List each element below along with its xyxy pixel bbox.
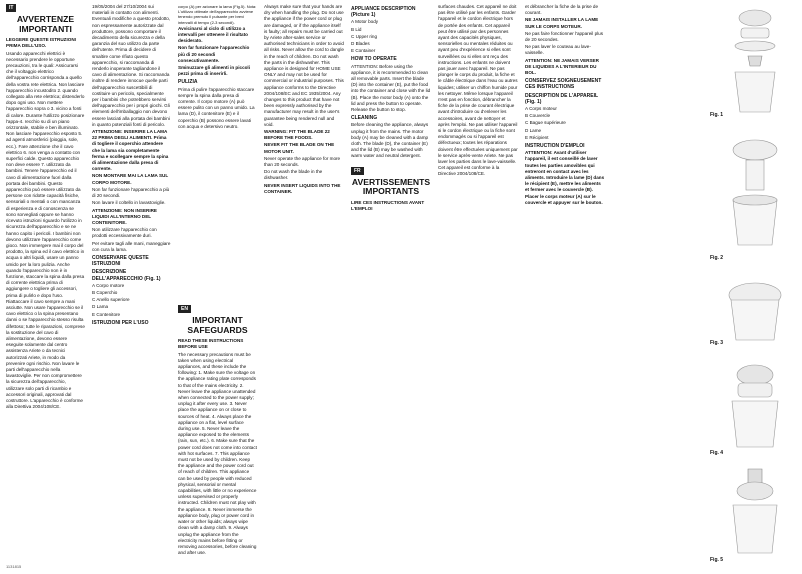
- pulizia-text: Prima di pulire l'apparecchio staccare sempre la spina dalla presa di corrente. Il corpo motore (A) può essere pulito con un panno umido. La lama (D), il contenitore (E) e il coperchio (B) possono essere lavati con acqua e detersivo neutro.: [178, 86, 255, 129]
- column-fr-2: [525, 4, 605, 569]
- chopper-press-illustration: [708, 465, 802, 569]
- figure-2: [708, 130, 802, 265]
- figure-1: [708, 4, 802, 124]
- how-en: ATTENTION: Before using the appliance, it is recommended to clean all removable parts. Insert the blade (D) into the container (E), put the food into the container and close with the lid (B). Place the motor body (A) onto the lid and press the button to operate. Release the button to stop.: [351, 63, 431, 113]
- figures-column: [708, 0, 802, 573]
- body-en-1: The necessary precautions must be taken when using electrical appliances, and these include the following: 1. Make sure the voltage on the appliance rating plate corresponds to that of the mains electricity. 2. Never leave the appliance unattended when connected to the power supply; unplug it after every use. 3. Never place the appliance on or close to sources of heat. 4. Always place the appliance on a flat, level surface during use. 5. Never leave the appliance exposed to the elements (rain, sun, etc.). 6. Make sure that the power cord does not come into contact with hot surfaces. 7. This appliance must not be used by children. Keep the appliance and the power cord out of reach of children. This appliance can be used by people with reduced physical, sensorial or mental capabilities, with little or no experience unless supervised or properly instructed. Children must not play with the appliance. 8. Never immerse the appliance body, plug or power cord in water or other liquids; always wipe clean with a damp cloth. 9. Always unplug the appliance from the electricity mains before fitting or removing accessories, before cleaning and after use.: [178, 351, 257, 556]
- note-it-2: NON MONTARE MAI LA LAMA SUL CORPO MOTORE.: [92, 173, 169, 185]
- note-it-4: Non lavare il coltello in lavastoviglie.: [92, 200, 166, 206]
- heading-use-fr: INSTRUCTION D'EMPLOI: [525, 143, 585, 150]
- subtitle-it: LEGGERE QUESTE ISTRUZIONI PRIMA DELL'USO.: [6, 37, 76, 49]
- lang-tag-it: IT: [6, 4, 16, 12]
- body-fr-1: surfaces chaudes. Cet appareil ne doit pas être utilisé par les enfants. Garder l'appareil et le cordon électrique hors de portée des enfants. Cet appareil peut être utilisé par des personnes ayant des capacités physiques, sensorielles ou mentales réduites ou ayant peu d'expérience si elles sont surveillées ou si elles ont reçu des instructions. Les enfants ne doivent pas jouer avec l'appareil. Ne pas plonger le corps du produit, la fiche et le câble électrique dans l'eau ou autres liquides; utiliser un chiffon humide pour les nettoyer. Même lorsque l'appareil n'est pas en fonction, débrancher la fiche de la prise de courant électrique avant d'introduire ou d'enlever les accessoires, avant de nettoyer et après l'emploi. Ne pas utiliser l'appareil si le cordon électrique ou la fiche sont endommagés ou si l'appareil est défectueux; toutes les réparations doivent être effectuées uniquement par le service après-vente Ariete. Ne pas laver les parties dans le lave-vaisselle. Cet appareil est conforme à la Directive 2004/108/CE.: [438, 4, 518, 177]
- page-code: 1131815: [6, 564, 22, 569]
- heading-desc-en: APPLIANCE DESCRIPTION (Picture 1): [351, 6, 416, 19]
- part-it-b: B Coperchio: [92, 289, 118, 295]
- bold-note-it-1: Avvicinarsi al ciclo di utilizzo a intervalli per ottenere il risultato desiderato.: [178, 25, 248, 44]
- note-fr-3: Ne pas laver le couteau au lave-vaisselle.: [525, 44, 591, 56]
- part-en-a: A Motor body: [351, 19, 379, 25]
- note-it-1: ATTENZIONE: INSERIRE LA LAMA 22 PRIMA DEGLI ALIMENTI. Prima di togliere il coperchio attendere che la lama sia completamente ferma e scollegare sempre la spina di alimentazione dalla presa di corrente.: [92, 129, 169, 172]
- body-it-1: Usando apparecchi elettrici è necessario prendere le opportune precauzioni, tra le quali: Assicurarsi che il voltaggio elettrico dell'apparecchio corrisponda a quello della vostra rete elettrica. Non lasciare l'apparecchio incustodito 2. quando collegato alla rete elettrica; distenderlo dopo ogni uso. Non mettere l'apparecchio sopra o 3. vicino a fonti di calore. Durante l'utilizzo posizionare l'appa-4. recchio su di un piano orizzontale, stabile e ben illuminato. Non lasciare l'apparecchio esposto 5. ad agenti atmosferici (pioggia, sole, ecc.). Fare attenzione che il cavo elettrico 6. non venga a contatto con superfici calde. Questo apparecchio non deve essere 7. utilizzato da bambini. Tenere l'apparecchio ed il cavo di alimentazione fuori dalla portata dei bambini. Questo apparecchio può essere utilizzato da persone con ridotte capacità fisiche, sensoriali o mentali o con mancanza di esperienza e di conoscenza se sono sorvegliati oppure se hanno ricevuto istruzioni riguardo l'utilizzo in sicurezza dell'apparecchio e se ne hanno capito i pericoli. I bambini non devono utilizzare l'apparecchio come gioco. Non immergere mai il corpo del prodotto, la spina ed il cavo elettrico in acqua o altri liquidi, usare un panno umido per la loro pulizia. Anche quando l'apparecchio non è in funzione, staccare la spina dalla presa di corrente elettrica prima di aggiungere o togliere gli accessori, prima di pulirlo e dopo l'uso. Riattaccare il cavo sempre a mani asciutte. Non usare l'apparecchio se il cavo elettrico o la spina presentano danni o se l'apparecchio stesso risulta difettoso; tutte le riparazioni, comprese la sostituzione del cavo di alimentazione, devono essere eseguite solamente dal centro assistenza Ariete o da tecnici autorizzati Ariete, in modo da prevenire ogni rischio. Non lavare le parti dell'apparecchio nella lavastoviglie. Per non compromettere la sicurezza dell'apparecchio, utilizzare solo parti di ricambio e accessori originali, approvati dal costruttore. L'apparecchio è conforme alla Direttiva 2004/108/CE.: [6, 50, 85, 410]
- chopper-lid-illustration: [708, 270, 802, 350]
- part-en-b: B Lid: [351, 26, 362, 32]
- subtitle-fr: LIRE CES INSTRUCTIONS AVANT L'EMPLOI: [351, 199, 425, 212]
- part-fr-d: D Lame: [525, 127, 542, 133]
- note-fr-1: NE JAMAIS INSTALLER LA LAME SUR LE CORPS MOTEUR.: [525, 17, 599, 29]
- body-fr-2: et débrancher la fiche de la prise de courant.: [525, 4, 599, 16]
- bold-note-it-3: Sminuzzare gli alimenti in piccoli pezzi prima di inserirli.: [178, 65, 250, 77]
- lang-tag-fr: FR: [351, 167, 364, 175]
- note-it-5: ATTENZIONE: NON INSERIRE LIQUIDI ALL'INTERNO DEL CONTENITORE.: [92, 207, 157, 225]
- part-fr-c: C Bague supérieure: [525, 120, 566, 126]
- subtitle-en: READ THESE INSTRUCTIONS BEFORE USE: [178, 338, 244, 350]
- column-it-1: [6, 4, 85, 569]
- chopper-exploded-illustration: [708, 4, 802, 124]
- column-en-3: [351, 4, 431, 569]
- column-it-2: [92, 4, 171, 569]
- heading-how-en: HOW TO OPERATE: [351, 56, 397, 63]
- title-it: AVVERTENZE IMPORTANTI: [16, 14, 75, 34]
- lang-tag-en: EN: [178, 305, 191, 313]
- part-fr-a: A Corps moteur: [525, 106, 557, 112]
- clean-en: Before cleaning the appliance, always unplug it from the mains. The motor body (A) may be cleaned with a damp cloth. The blade (D), the container (E) and the lid (B) may be washed with warm water and neutral detergent.: [351, 122, 429, 159]
- fig-4-label: Fig. 4: [710, 450, 724, 456]
- column-en-2: [264, 4, 344, 569]
- title-en: IMPORTANT SAFEGUARDS: [187, 315, 248, 335]
- body-it-2: 19/05/2004 del 27/10/2004 sui materiali in contatto con alimenti. Eventuali modifiche a questo prodotto, non espressamente autorizzate dal produttore, possono comportare il decadimento della sicurezza e della garanzia del suo utilizzo da parte dell'utente. Prima di decidere di smaltire come rifiuto questo apparecchio, si raccomanda di renderlo inoperante tagliandone il cavo di alimentazione. Si raccomanda inoltre di rendere innocue quelle parti dell'apparecchio suscettibili di costituire un pericolo, specialmente per i bambini che potrebbero servirsi dell'apparecchio per i propri giochi. Gli elementi dell'imballaggio non devono essere lasciati alla portata dei bambini in quanto potenziali fonti di pericolo.: [92, 4, 171, 127]
- part-it-c: C Anello superiore: [92, 297, 130, 303]
- heading-use-it: ISTRUZIONI PER L'USO: [92, 319, 149, 326]
- column-it-3: [178, 4, 257, 304]
- figure-4: [708, 355, 802, 460]
- chopper-motor-illustration: [708, 355, 802, 460]
- column-en-1: [178, 305, 257, 568]
- note-it-7: Per evitare tagli alle mani, maneggiare con cura la lama.: [92, 240, 171, 252]
- note-en-1: WARNING: FIT THE BLADE 22 BEFORE THE FOODS.: [264, 129, 330, 141]
- intro-it-3: corpo (A) per azionare la lama (Fig.5). Nota: L'utilizzo ottimale dell'apparecchio avviene tenendo premuto il pulsante per brevi intervalli di tempo (2-3 secondi).: [178, 4, 257, 25]
- heading-desc-it: DESCRIZIONE DELL'APPARECCHIO (Fig. 1): [92, 269, 161, 282]
- part-it-d: D Lama: [92, 304, 109, 310]
- part-en-d: D Blades: [351, 41, 370, 47]
- use-fr: ATTENTION: Avant d'utiliser l'appareil, il est conseillé de laver toutes les parties amovibles qui entreront en contact avec les aliments. Introduire la lame (D) dans le récipient (E), mettre les aliments et fermer avec le couvercle (B). Placer le corps moteur (A) sur le couvercle et appuyer sur le bouton.: [525, 150, 605, 205]
- heading-clean-en: CLEANING: [351, 115, 378, 122]
- chopper-assembly-illustration: [708, 130, 802, 265]
- bold-note-it-2: Non far funzionare l'apparecchio più di 20 secondi consecutivamente.: [178, 45, 250, 63]
- note-en-5: NEVER INSERT LIQUIDS INTO THE CONTAINER.: [264, 182, 341, 194]
- fig-1-label: Fig. 1: [710, 112, 724, 118]
- part-en-c: C Upper ring: [351, 33, 378, 39]
- note-en-4: Do not wash the blade in the dishwasher.: [264, 169, 323, 181]
- note-fr-2: Ne pas faire fonctionner l'appareil plus de 20 secondes.: [525, 30, 603, 43]
- note-it-3: Non far funzionare l'apparecchio a più di 20 secondi.: [92, 186, 170, 199]
- note-en-3: Never operate the appliance for more than 20 seconds.: [264, 155, 341, 168]
- part-it-a: A Corpo motore: [92, 282, 125, 288]
- part-it-e: E Contenitore: [92, 311, 121, 317]
- figure-5: [708, 465, 802, 569]
- heading-desc-fr: DESCRIPTION DE L'APPAREIL (Fig. 1): [525, 92, 598, 105]
- part-fr-e: E Récipient: [525, 134, 549, 140]
- note-en-2: NEVER FIT THE BLADE ON THE MOTOR UNIT.: [264, 142, 335, 154]
- note-it-6: Non utilizzare l'apparecchio con prodotti eccessivamente duri.: [92, 227, 157, 239]
- fig-3-label: Fig. 3: [710, 340, 724, 346]
- heading-pulizia: PULIZIA: [178, 79, 198, 86]
- column-fr-1: [438, 4, 518, 569]
- fig-5-label: Fig. 5: [710, 557, 724, 563]
- part-en-e: E Container: [351, 48, 376, 54]
- note-fr-4: ATTENTION: NE JAMAIS VERSER DE LIQUIDES A L'INTERIEUR DU BOL.: [525, 57, 599, 76]
- title-fr: AVERTISSEMENTS IMPORTANTS: [351, 176, 431, 197]
- heading-conserve-it: CONSERVARE QUESTE ISTRUZIONI: [92, 254, 149, 268]
- figure-3: [708, 270, 802, 350]
- part-fr-b: B Couvercle: [525, 113, 551, 119]
- heading-conserve-fr: CONSERVEZ SOIGNEUSEMENT CES INSTRUCTIONS: [525, 78, 602, 91]
- fig-2-label: Fig. 2: [710, 255, 724, 261]
- body-en-2: Always make sure that your hands are dry when handling the plug. Do not use the appliance if the power cord or plug are damaged, or if the appliance itself is faulty; all repairs must be carried out by Ariete after-sales service or authorised technicians in order to avoid all risks. Never allow the cord to dangle in the reach of children. Do not wash the parts in the dishwasher. This appliance is designed for HOME USE ONLY and may not be used for commercial or industrial purposes. This appliance conforms to the Directive 2004/108/EC and EC 1935/2004. Any changes to this product that have not been expressly authorised by the manufacturer may result in the user's guarantee being rendered null and void.: [264, 4, 344, 127]
